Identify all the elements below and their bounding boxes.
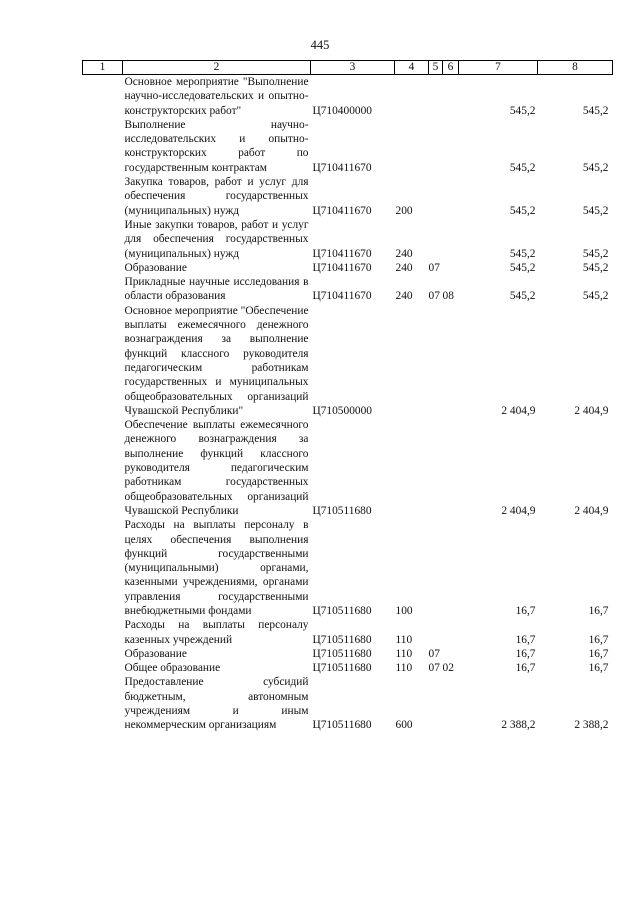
row-amount-col7: 545,2 [509, 204, 536, 217]
table-row [83, 75, 613, 118]
row-amount-col8: 545,2 [582, 104, 609, 117]
row-target-code: Ц710511680 [312, 662, 372, 675]
table-row [83, 275, 613, 304]
row-expense-type: 110 [395, 633, 413, 646]
row-subsection [443, 218, 459, 261]
header-col-8: 8 [538, 61, 613, 75]
row-name: Обеспечение выплаты ежемесячного денежного вознаграждения за выполнение функций классного руководителя педагогическим работникам государственных общеобразовательных организаций Чувашской Республики [124, 419, 309, 517]
row-amount-col7: 545,2 [509, 247, 536, 260]
row-amount-col7: 16,7 [515, 604, 536, 617]
row-amount-col8: 16,7 [588, 647, 609, 660]
row-expense-type: 200 [395, 204, 413, 217]
table-row [83, 261, 613, 275]
row-amount-col7: 2 404,9 [501, 404, 536, 417]
row-amount-col7: 2 404,9 [501, 504, 536, 517]
row-expense-type: 110 [395, 647, 413, 660]
header-col-5: 5 [429, 61, 443, 75]
table-row [83, 661, 613, 675]
table-row [83, 418, 613, 518]
header-col-2: 2 [123, 61, 311, 75]
row-name: Выполнение научно-исследовательских и опытно-конструкторских работ по государственным контрактам [124, 118, 309, 174]
header-col-4: 4 [395, 61, 429, 75]
row-col-1 [83, 418, 123, 518]
row-section [429, 75, 443, 118]
row-target-code: Ц710511680 [312, 504, 372, 517]
header-col-1: 1 [83, 61, 123, 75]
table-row [83, 518, 613, 618]
row-target-code: Ц710400000 [312, 104, 372, 117]
row-section: 07 [428, 261, 440, 274]
row-amount-col8: 545,2 [582, 290, 609, 303]
row-name: Расходы на выплаты персоналу казенных учреждений [124, 619, 309, 646]
row-name: Расходы на выплаты персоналу в целях обеспечения выполнения функций государственными (муниципальными) органами, казенными учреждениями, органами управления государственными внебюджетными фондами [124, 519, 309, 617]
row-amount-col8: 545,2 [582, 204, 609, 217]
table-row [83, 618, 613, 647]
row-target-code: Ц710511680 [312, 633, 372, 646]
row-col-1 [83, 661, 123, 675]
row-expense-type [395, 75, 429, 118]
row-col-1 [83, 218, 123, 261]
header-col-6: 6 [443, 61, 459, 75]
row-section [429, 418, 443, 518]
row-subsection: 02 [442, 662, 454, 675]
row-col-1 [83, 618, 123, 647]
row-subsection [443, 675, 459, 732]
row-name: Общее образование [124, 662, 221, 675]
row-expense-type [395, 418, 429, 518]
row-amount-col7: 16,7 [515, 647, 536, 660]
row-section: 07 [428, 662, 440, 675]
row-col-1 [83, 518, 123, 618]
row-subsection [443, 618, 459, 647]
row-section [429, 675, 443, 732]
table-row [83, 175, 613, 218]
table-row [83, 304, 613, 418]
table-row [83, 647, 613, 661]
row-col-1 [83, 118, 123, 175]
header-row [83, 61, 613, 75]
row-col-1 [83, 675, 123, 732]
header-col-7: 7 [459, 61, 538, 75]
row-section [429, 118, 443, 175]
row-section: 07 [428, 647, 440, 660]
row-col-1 [83, 304, 123, 418]
row-target-code: Ц710511680 [312, 719, 372, 732]
row-col-1 [83, 175, 123, 218]
row-subsection: 08 [442, 290, 454, 303]
row-target-code: Ц710500000 [312, 404, 372, 417]
table-row [83, 218, 613, 261]
row-amount-col7: 545,2 [509, 104, 536, 117]
row-name: Закупка товаров, работ и услуг для обеспечения государственных (муниципальных) нужд [124, 176, 309, 217]
row-subsection [443, 261, 459, 275]
row-subsection [443, 75, 459, 118]
row-expense-type [395, 304, 429, 418]
row-amount-col8: 545,2 [582, 161, 609, 174]
table-body [83, 75, 613, 733]
row-target-code: Ц710411670 [312, 261, 372, 274]
row-col-1 [83, 647, 123, 661]
row-subsection [443, 518, 459, 618]
row-target-code: Ц710511680 [312, 604, 372, 617]
row-amount-col8: 16,7 [588, 604, 609, 617]
row-amount-col7: 16,7 [515, 662, 536, 675]
header-col-3: 3 [311, 61, 395, 75]
row-section [429, 304, 443, 418]
row-name: Основное мероприятие "Выполнение научно-исследовательских и опытно-конструкторских работ" [124, 76, 309, 117]
row-subsection [443, 647, 459, 661]
table-row [83, 118, 613, 175]
row-amount-col8: 2 404,9 [574, 404, 609, 417]
row-expense-type: 240 [395, 290, 413, 303]
row-expense-type [395, 118, 429, 175]
row-amount-col8: 545,2 [582, 261, 609, 274]
row-section [429, 618, 443, 647]
row-amount-col8: 16,7 [588, 662, 609, 675]
row-name: Иные закупки товаров, работ и услуг для обеспечения государственных (муниципальных) нужд [124, 218, 309, 260]
row-expense-type: 100 [395, 604, 413, 617]
row-col-1 [83, 275, 123, 304]
page-number: 445 [310, 38, 330, 52]
row-amount-col7: 545,2 [509, 261, 536, 274]
table-row [83, 675, 613, 732]
row-col-1 [83, 75, 123, 118]
row-section [429, 518, 443, 618]
row-amount-col8: 2 388,2 [574, 719, 609, 732]
row-target-code: Ц710411670 [312, 290, 372, 303]
row-subsection [443, 418, 459, 518]
row-subsection [443, 304, 459, 418]
row-target-code: Ц710411670 [312, 204, 372, 217]
table-header [83, 61, 613, 75]
row-section: 07 [428, 290, 440, 303]
row-amount-col7: 2 388,2 [501, 719, 536, 732]
budget-table [82, 60, 613, 733]
row-amount-col7: 545,2 [509, 290, 536, 303]
row-expense-type: 240 [395, 261, 413, 274]
row-name: Основное мероприятие "Обеспечение выплаты ежемесячного денежного вознаграждения за выполнение функций классного руководителя педагогическим работникам государственных и муниципальных общеобразовательных организаций Чувашской Республики" [124, 304, 309, 417]
row-section [429, 175, 443, 218]
row-name: Образование [124, 647, 187, 660]
row-amount-col8: 2 404,9 [574, 504, 609, 517]
row-expense-type: 600 [395, 719, 413, 732]
row-subsection [443, 118, 459, 175]
row-section [429, 218, 443, 261]
row-target-code: Ц710411670 [312, 247, 372, 260]
row-amount-col7: 545,2 [509, 161, 536, 174]
row-name: Образование [124, 261, 187, 274]
row-amount-col7: 16,7 [515, 633, 536, 646]
row-name: Предоставление субсидий бюджетным, автономным учреждениям и иным некоммерческим организациям [124, 676, 309, 732]
row-amount-col8: 16,7 [588, 633, 609, 646]
row-name: Прикладные научные исследования в области образования [124, 276, 309, 303]
row-col-1 [83, 261, 123, 275]
row-target-code: Ц710411670 [312, 161, 372, 174]
row-expense-type: 110 [395, 662, 413, 675]
row-target-code: Ц710511680 [312, 647, 372, 660]
row-subsection [443, 175, 459, 218]
row-expense-type: 240 [395, 247, 413, 260]
row-amount-col8: 545,2 [582, 247, 609, 260]
